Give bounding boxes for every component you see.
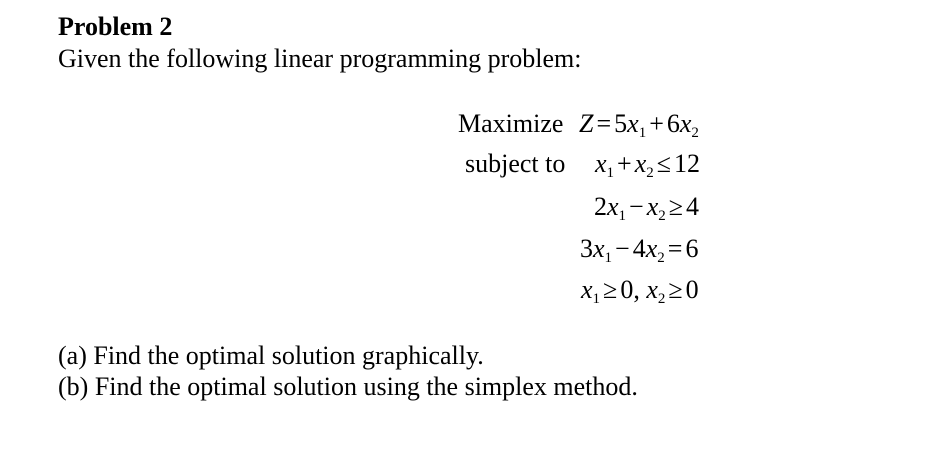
problem-title: Problem 2 [58,12,173,41]
nonneg-v2: 0 [685,275,699,304]
objective-eq: = [596,109,612,138]
constraint-1-rel: ≤ [656,149,672,178]
part-b: (b) Find the optimal solution using the simplex method. [58,372,638,401]
nonneg-sub1: 1 [592,291,601,307]
objective-label: Maximize [458,109,564,138]
lp-formulation [455,108,755,308]
objective-sub1: 1 [638,125,647,141]
constraint-3-rel: = [667,234,683,263]
objective-x1: x [627,109,639,138]
constraint-3 [580,233,698,265]
constraint-3-x1: x [593,234,605,263]
objective-expression [579,108,699,140]
constraint-2-rhs: 4 [686,192,700,221]
nonneg-sub2: 2 [657,291,666,307]
nonneg-x2: x [646,275,658,304]
objective-x2: x [679,109,692,138]
constraint-2-sub1: 1 [618,208,627,224]
constraint-1-sub2: 2 [646,165,654,181]
problem-intro: Given the following linear programming problem: [58,44,582,73]
constraint-3-op: − [615,234,630,263]
subject-to-label: subject to [465,149,566,178]
constraint-1-op: + [617,149,632,178]
constraint-3-sub2: 2 [657,250,665,266]
constraint-3-sub1: 1 [604,250,613,266]
objective-plus: + [649,109,664,138]
part-a: (a) Find the optimal solution graphically. [58,341,484,370]
objective-c1: 5 [614,109,628,138]
constraint-1-sub1: 1 [606,165,615,181]
question-parts [58,340,638,402]
objective-var: Z [579,109,594,138]
constraint-2-c1: 2 [594,192,607,221]
constraint-2-sub2: 2 [658,208,666,224]
nonneg-x1: x [581,275,593,304]
nonneg-rel2: ≥ [668,275,683,304]
nonneg-rel1: ≥ [603,275,618,304]
constraint-2-x1: x [607,192,619,221]
constraint-2-rel: ≥ [668,192,684,221]
objective-sub2: 2 [691,125,699,141]
constraint-2 [594,191,699,223]
nonnegativity-constraint [581,274,699,306]
objective-c2: 6 [666,109,680,138]
nonneg-comma: , [633,275,640,304]
constraint-1 [595,148,700,180]
constraint-3-c1: 3 [580,234,593,263]
constraint-1-x1: x [595,149,607,178]
constraint-1-rhs: 12 [674,149,701,178]
constraint-1-x2: x [634,149,647,178]
constraint-2-x2: x [646,192,659,221]
constraint-3-c2: 4 [632,234,646,263]
constraint-2-op: − [629,192,644,221]
nonneg-v1: 0 [620,275,634,304]
constraint-3-rhs: 6 [685,234,699,263]
constraint-3-x2: x [645,234,658,263]
